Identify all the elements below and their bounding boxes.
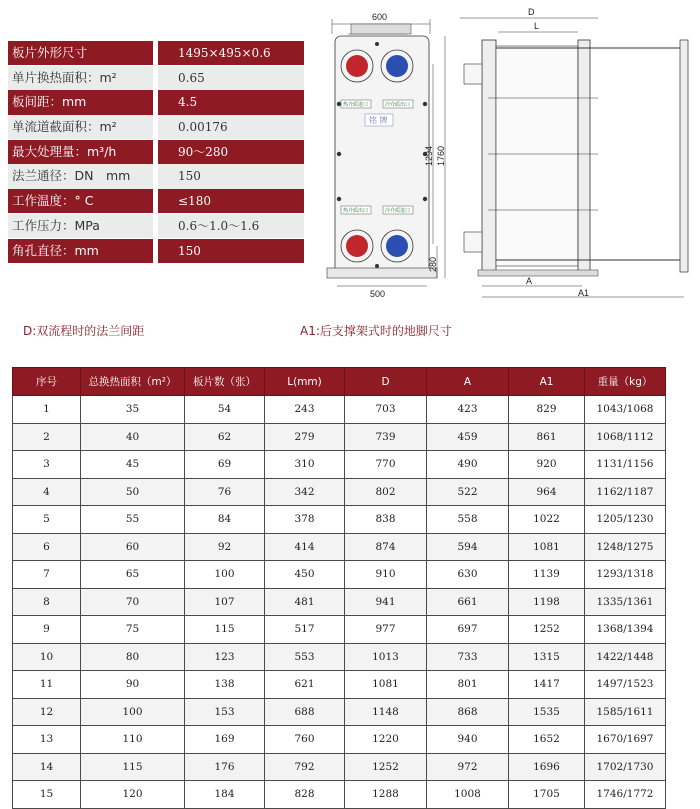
table-cell: 621: [265, 671, 345, 699]
table-cell: 688: [265, 698, 345, 726]
table-cell: 838: [345, 506, 427, 534]
table-cell: 120: [81, 781, 185, 809]
table-cell: 2: [13, 423, 81, 451]
table-cell: 553: [265, 643, 345, 671]
table-cell: 40: [81, 423, 185, 451]
spec-value: 0.65: [158, 66, 304, 90]
spec-row: [8, 164, 304, 188]
table-cell: 90: [81, 671, 185, 699]
table-cell: 1252: [345, 753, 427, 781]
table-cell: 1198: [509, 588, 585, 616]
table-cell: 517: [265, 616, 345, 644]
spec-row: [8, 66, 304, 90]
table-cell: 910: [345, 561, 427, 589]
plate-pack: [496, 46, 578, 266]
table-cell: 972: [427, 753, 509, 781]
support-column: [680, 40, 688, 272]
label-hot-out: 热介质出口: [343, 208, 369, 214]
table-cell: 184: [185, 781, 265, 809]
dim-label-500: 500: [370, 289, 386, 299]
nozzle-bottom: [464, 232, 482, 252]
table-cell: 801: [427, 671, 509, 699]
table-cell: 941: [345, 588, 427, 616]
table-cell: 861: [509, 423, 585, 451]
table-cell: 490: [427, 451, 509, 479]
table-cell: 13: [13, 726, 81, 754]
spec-value: 1495×495×0.6: [158, 41, 304, 65]
spec-value: 150: [158, 164, 304, 188]
table-cell: 243: [265, 396, 345, 424]
table-row: [13, 561, 666, 589]
table-cell: 138: [185, 671, 265, 699]
table-cell: 12: [13, 698, 81, 726]
table-cell: 92: [185, 533, 265, 561]
table-cell: 423: [427, 396, 509, 424]
table-cell: 75: [81, 616, 185, 644]
column-header: 重量（kg）: [585, 368, 666, 396]
table-cell: 115: [81, 753, 185, 781]
table-cell: 279: [265, 423, 345, 451]
spec-value: 90～280: [158, 140, 304, 164]
table-cell: 1417: [509, 671, 585, 699]
table-cell: 1043/1068: [585, 396, 666, 424]
table-cell: 100: [81, 698, 185, 726]
table-cell: 661: [427, 588, 509, 616]
base-foot: [327, 268, 437, 278]
dim-label-1294: 1294: [424, 145, 434, 166]
spec-row: [8, 115, 304, 139]
nameplate-label: 铭 牌: [369, 116, 388, 125]
table-cell: 7: [13, 561, 81, 589]
table-cell: 697: [427, 616, 509, 644]
table-cell: 3: [13, 451, 81, 479]
table-cell: 1746/1772: [585, 781, 666, 809]
table-cell: 45: [81, 451, 185, 479]
table-cell: 522: [427, 478, 509, 506]
table-cell: 50: [81, 478, 185, 506]
table-cell: 153: [185, 698, 265, 726]
spec-label: 角孔直径：mm: [8, 239, 153, 263]
top-bar: [351, 24, 411, 34]
movable-plate: [578, 40, 590, 272]
table-cell: 733: [427, 643, 509, 671]
table-cell: 1008: [427, 781, 509, 809]
column-header: L(mm): [265, 368, 345, 396]
table-row: [13, 588, 666, 616]
spec-row: [8, 239, 304, 263]
table-cell: 60: [81, 533, 185, 561]
table-cell: 169: [185, 726, 265, 754]
table-cell: 62: [185, 423, 265, 451]
model-table: [12, 367, 666, 809]
dim-label-280: 280: [428, 256, 438, 272]
table-cell: 123: [185, 643, 265, 671]
table-cell: 770: [345, 451, 427, 479]
table-cell: 8: [13, 588, 81, 616]
base-foot: [478, 270, 598, 276]
table-cell: 4: [13, 478, 81, 506]
table-cell: 1670/1697: [585, 726, 666, 754]
note-d: D:双流程时的法兰间距: [23, 324, 145, 338]
table-row: [13, 753, 666, 781]
table-cell: 1696: [509, 753, 585, 781]
spec-label: 单片换热面积：m²: [8, 66, 153, 90]
table-cell: 1131/1156: [585, 451, 666, 479]
spec-row: [8, 214, 304, 238]
dim-label-L: L: [534, 21, 540, 31]
table-cell: 828: [265, 781, 345, 809]
table-cell: 1705: [509, 781, 585, 809]
table-cell: 100: [185, 561, 265, 589]
table-cell: 115: [185, 616, 265, 644]
table-cell: 977: [345, 616, 427, 644]
table-cell: 594: [427, 533, 509, 561]
spec-label: 工作温度：° C: [8, 189, 153, 213]
table-cell: 1315: [509, 643, 585, 671]
table-cell: 65: [81, 561, 185, 589]
table-row: [13, 423, 666, 451]
table-cell: 630: [427, 561, 509, 589]
table-cell: 792: [265, 753, 345, 781]
spec-value: 0.6～1.0～1.6: [158, 214, 304, 238]
table-cell: 1: [13, 396, 81, 424]
table-cell: 1162/1187: [585, 478, 666, 506]
table-row: [13, 506, 666, 534]
table-cell: 107: [185, 588, 265, 616]
table-cell: 760: [265, 726, 345, 754]
table-cell: 868: [427, 698, 509, 726]
nozzle-top: [464, 64, 482, 84]
spec-label: 板片外形尺寸: [8, 41, 153, 65]
table-row: [13, 726, 666, 754]
column-header: 板片数（张）: [185, 368, 265, 396]
spec-value: 4.5: [158, 90, 304, 114]
table-cell: 450: [265, 561, 345, 589]
table-row: [13, 643, 666, 671]
table-cell: 1535: [509, 698, 585, 726]
table-cell: 1205/1230: [585, 506, 666, 534]
table-row: [13, 781, 666, 809]
table-cell: 1288: [345, 781, 427, 809]
dim-label-A1: A1: [578, 288, 590, 298]
table-cell: 84: [185, 506, 265, 534]
spec-value: ≤180: [158, 189, 304, 213]
table-cell: 1068/1112: [585, 423, 666, 451]
dim-label-600: 600: [372, 12, 388, 22]
table-row: [13, 451, 666, 479]
table-cell: 1022: [509, 506, 585, 534]
table-row: [13, 396, 666, 424]
table-cell: 15: [13, 781, 81, 809]
dim-label-D: D: [528, 7, 535, 17]
spec-value: 150: [158, 239, 304, 263]
table-cell: 35: [81, 396, 185, 424]
table-cell: 378: [265, 506, 345, 534]
table-cell: 1081: [509, 533, 585, 561]
label-cold-out: 冷介质出口: [385, 102, 411, 108]
note-a1: A1:后支撑架式时的地脚尺寸: [300, 324, 452, 338]
column-header: A1: [509, 368, 585, 396]
fixed-frame: [482, 40, 496, 272]
table-cell: 1220: [345, 726, 427, 754]
table-row: [13, 533, 666, 561]
table-cell: 1139: [509, 561, 585, 589]
table-cell: 558: [427, 506, 509, 534]
table-cell: 1081: [345, 671, 427, 699]
spec-row: [8, 41, 304, 65]
table-cell: 1585/1611: [585, 698, 666, 726]
table-cell: 176: [185, 753, 265, 781]
table-cell: 54: [185, 396, 265, 424]
table-cell: 14: [13, 753, 81, 781]
table-cell: 414: [265, 533, 345, 561]
column-header: 序号: [13, 368, 81, 396]
table-cell: 1702/1730: [585, 753, 666, 781]
table-cell: 310: [265, 451, 345, 479]
table-cell: 11: [13, 671, 81, 699]
table-cell: 739: [345, 423, 427, 451]
table-cell: 5: [13, 506, 81, 534]
table-cell: 55: [81, 506, 185, 534]
spec-label: 法兰通径：DN mm: [8, 164, 153, 188]
side-view-diagram: [458, 4, 698, 304]
table-cell: 1335/1361: [585, 588, 666, 616]
table-row: [13, 478, 666, 506]
table-row: [13, 616, 666, 644]
spec-row: [8, 189, 304, 213]
table-cell: 1248/1275: [585, 533, 666, 561]
table-cell: 1148: [345, 698, 427, 726]
table-cell: 10: [13, 643, 81, 671]
table-cell: 703: [345, 396, 427, 424]
table-cell: 1497/1523: [585, 671, 666, 699]
table-cell: 1293/1318: [585, 561, 666, 589]
table-row: [13, 671, 666, 699]
table-cell: 829: [509, 396, 585, 424]
table-cell: 920: [509, 451, 585, 479]
table-cell: 459: [427, 423, 509, 451]
column-header: 总换热面积（m²）: [81, 368, 185, 396]
table-cell: 1422/1448: [585, 643, 666, 671]
table-cell: 110: [81, 726, 185, 754]
table-cell: 1652: [509, 726, 585, 754]
spec-value: 0.00176: [158, 115, 304, 139]
spec-row: [8, 90, 304, 114]
table-cell: 802: [345, 478, 427, 506]
table-cell: 1368/1394: [585, 616, 666, 644]
dim-label-A: A: [526, 276, 533, 286]
table-cell: 70: [81, 588, 185, 616]
table-cell: 481: [265, 588, 345, 616]
label-hot-in: 热介质进口: [343, 102, 369, 108]
table-body: [13, 396, 666, 809]
spec-label: 单流道截面积：m²: [8, 115, 153, 139]
table-cell: 874: [345, 533, 427, 561]
table-cell: 69: [185, 451, 265, 479]
spec-label: 最大处理量：m³/h: [8, 140, 153, 164]
spec-label: 工作压力：MPa: [8, 214, 153, 238]
column-header: A: [427, 368, 509, 396]
table-cell: 1013: [345, 643, 427, 671]
column-header: D: [345, 368, 427, 396]
table-cell: 80: [81, 643, 185, 671]
table-cell: 342: [265, 478, 345, 506]
table-cell: 940: [427, 726, 509, 754]
table-cell: 9: [13, 616, 81, 644]
table-cell: 964: [509, 478, 585, 506]
table-cell: 76: [185, 478, 265, 506]
front-view-diagram: [315, 4, 455, 304]
label-cold-in: 冷介质进口: [385, 208, 411, 214]
table-cell: 6: [13, 533, 81, 561]
spec-table: [8, 41, 304, 263]
table-header-row: [13, 368, 666, 396]
spec-label: 板间距：mm: [8, 90, 153, 114]
spec-row: [8, 140, 304, 164]
table-cell: 1252: [509, 616, 585, 644]
dim-label-1760: 1760: [436, 145, 446, 166]
table-row: [13, 698, 666, 726]
